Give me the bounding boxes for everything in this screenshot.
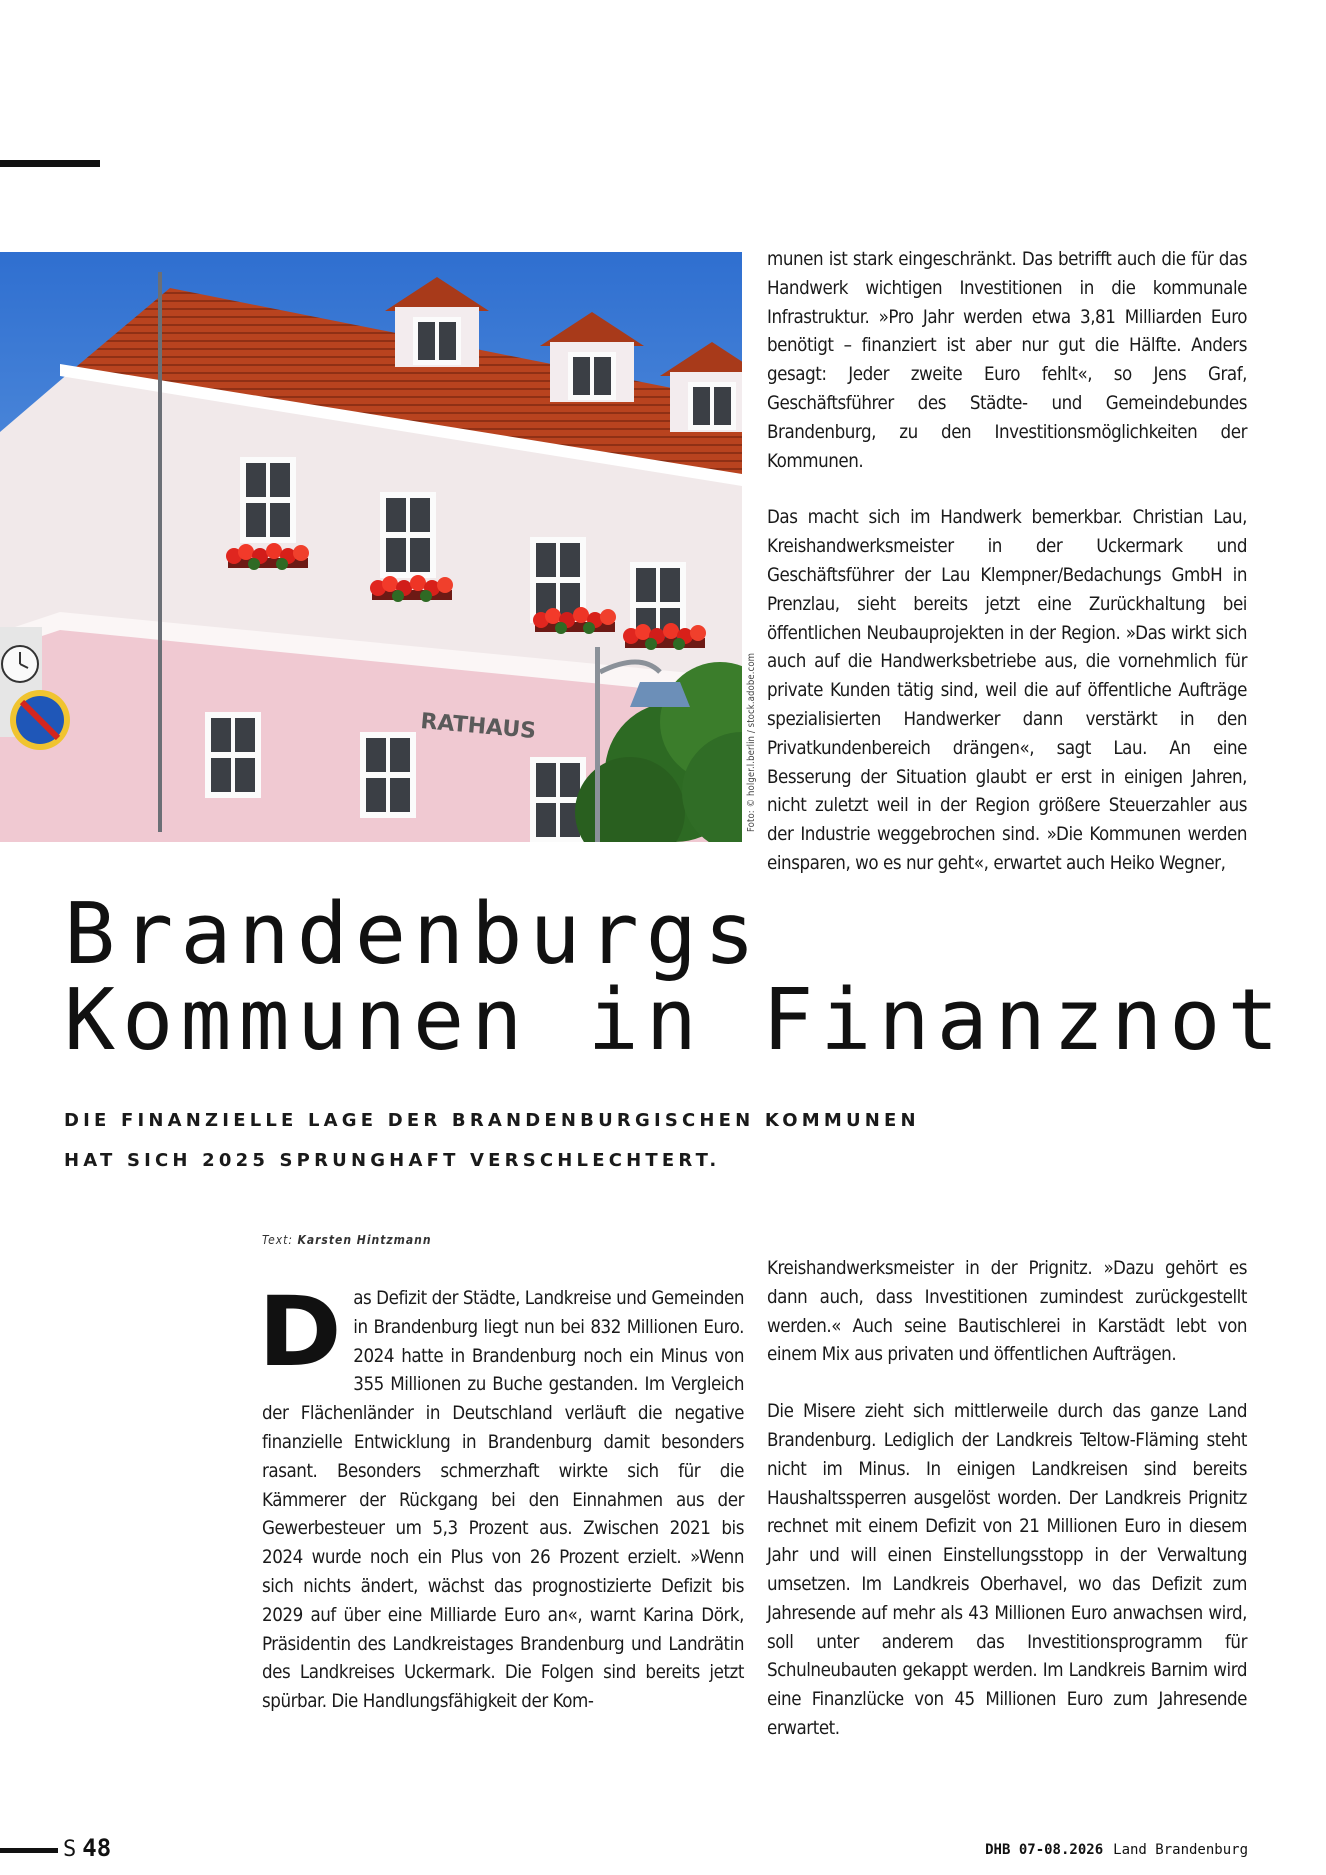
paragraph: Kreishandwerksmeister in der Prignitz. »Dazu gehört es dann auch, dass Investitionen zumindest zurückgestellt werden.« Auch seine Bautischlerei in Karstädt lebt von einem Mix aus privaten und öffentlichen Aufträgen. [767, 1258, 1247, 1366]
article-column-right-top [767, 246, 1247, 879]
paragraph: as Defizit der Städte, Landkreise und Gemeinden in Brandenburg liegt nun bei 832 Millionen Euro. 2024 hatte in Brandenburg noch ein Minus von 355 Millionen zu Buche gestanden. Im Vergleich der Flächenländer in Deutschland verläuft die negative finanzielle Entwicklung in Brandenburg damit besonders rasant. Besonders schmerzhaft wirkte sich für die Kämmerer der Rückgang bei den Einnahmen aus der Gewerbesteuer um 5,3 Prozent aus. Zwischen 2021 bis 2024 wurde noch ein Plus von 26 Prozent erzielt. »Wenn sich nichts ändert, wächst das prognostizierte Defizit bis 2029 auf über eine Milliarde Euro an«, warnt Karina Dörk, Präsidentin des Landkreistages Brandenburg und Landrätin des Landkreises Uckermark. Die Folgen sind bereits jetzt spürbar. Die Handlungsfähigkeit der Kom- [262, 1288, 744, 1713]
paragraph: Das macht sich im Handwerk bemerkbar. Christian Lau, Kreishandwerksmeister in der Uckermark und Geschäftsführer der Lau Klempner/Bedachungs GmbH in Prenzlau, sieht bereits jetzt eine Zurückhaltung bei öffentlichen Neubauprojekten in der Region. »Das wirkt sich auch auf die Handwerksbetriebe aus, die vornehmlich für private Kunden tätig sind, weil die auf öffentliche Aufträge spezialisierten Handwerker dann verstärkt in den Privatkundenbereich drängen«, sagt Lau. An eine Besserung der Situation glaubt er erst in einigen Jahren, nicht zuletzt weil in der Region größere Steuerzahler aus der Industrie weggebrochen sind. »Die Kommunen werden einsparen, wo es nur geht«, erwartet auch Heiko Wegner, [767, 507, 1247, 874]
subtitle-line: HAT SICH 2025 SPRUNGHAFT VERSCHLECHTERT. [64, 1150, 721, 1171]
top-rule [0, 160, 100, 167]
issue-label: DHB 07-08.2026 [985, 1842, 1104, 1858]
byline-label: Text: [262, 1233, 294, 1247]
rathaus-sign: RATHAUS [419, 709, 537, 745]
page-number [63, 1834, 111, 1862]
bottom-rule [0, 1848, 58, 1853]
region-label: Land Brandenburg [1113, 1842, 1248, 1858]
headline-line: Brandenburgs [64, 885, 763, 984]
article-column-right-bottom [767, 1255, 1247, 1744]
byline [262, 1233, 432, 1247]
headline [64, 885, 1286, 1070]
photo-credit: Foto: © holger.l.berlin / stock.adobe.com [746, 652, 757, 832]
running-footer [985, 1842, 1248, 1858]
drop-cap: D [258, 1276, 342, 1388]
page-prefix: S [63, 1837, 77, 1862]
article-column-left [258, 1276, 744, 1717]
byline-author: Karsten Hintzmann [297, 1233, 432, 1247]
paragraph: Die Misere zieht sich mittlerweile durch das ganze Land Brandenburg. Lediglich der Landkreis Teltow-Fläming steht nicht im Minus. In einigen Landkreisen sind bereits Haushaltssperren ausgelöst worden. Der Landkreis Prignitz rechnet mit einem Defizit von 21 Millionen Euro in diesem Jahr und will einen Einstellungsstopp in der Verwaltung umsetzen. Im Landkreis Oberhavel, wo das Defizit zum Jahresende auf mehr als 43 Millionen Euro anwachsen wird, soll unter anderem das Investitionsprogramm für Schulneubauten gekappt werden. Im Landkreis Barnim wird eine Finanzlücke von 45 Millionen Euro zum Jahresende erwartet. [767, 1401, 1247, 1739]
paragraph: munen ist stark eingeschränkt. Das betrifft auch die für das Handwerk wichtigen Investitionen in die kommunale Infrastruktur. »Pro Jahr werden etwa 3,81 Milliarden Euro benötigt – finanziert ist aber nur gut die Hälfte. Anders gesagt: Jeder zweite Euro fehlt«, so Jens Graf, Geschäftsführer des Städte- und Gemeindebundes Brandenburg, zu den Investitionsmöglichkeiten der Kommunen. [767, 249, 1247, 472]
subtitle-line: DIE FINANZIELLE LAGE DER BRANDENBURGISCHEN KOMMUNEN [64, 1110, 920, 1131]
page-number-value: 48 [82, 1834, 112, 1862]
subtitle [64, 1101, 920, 1181]
headline-line: Kommunen in Finanznot [64, 971, 1286, 1070]
rathaus-photo [0, 252, 742, 842]
